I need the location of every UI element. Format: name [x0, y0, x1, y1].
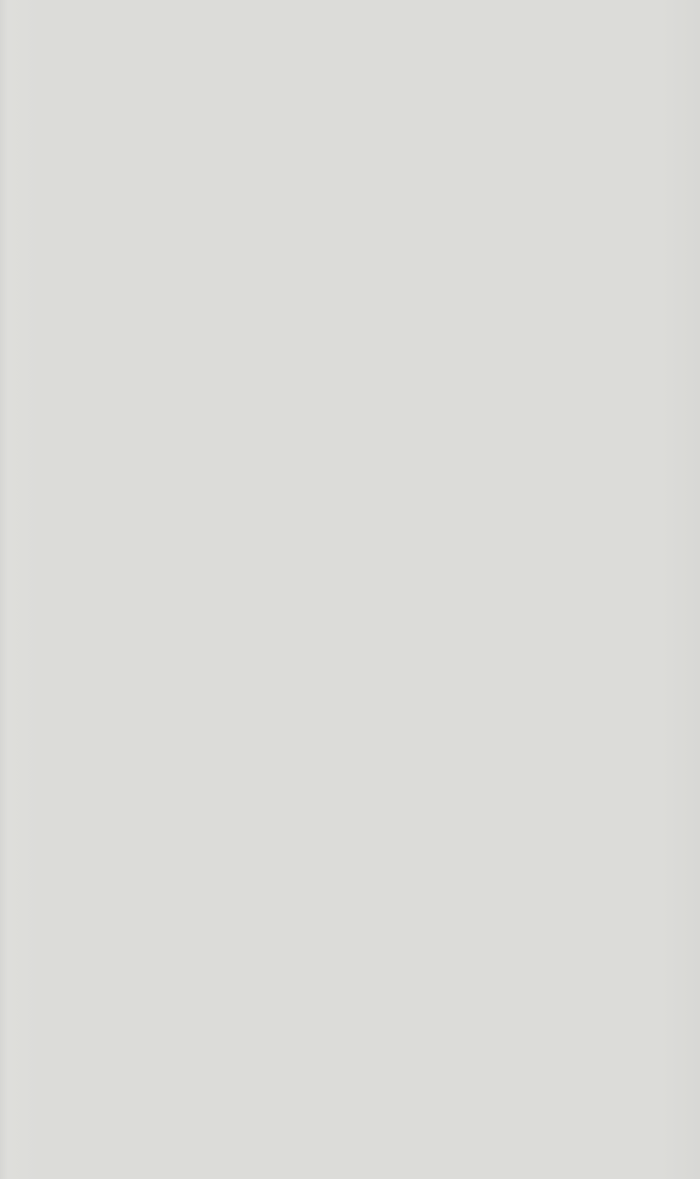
page-header — [99, 103, 640, 127]
